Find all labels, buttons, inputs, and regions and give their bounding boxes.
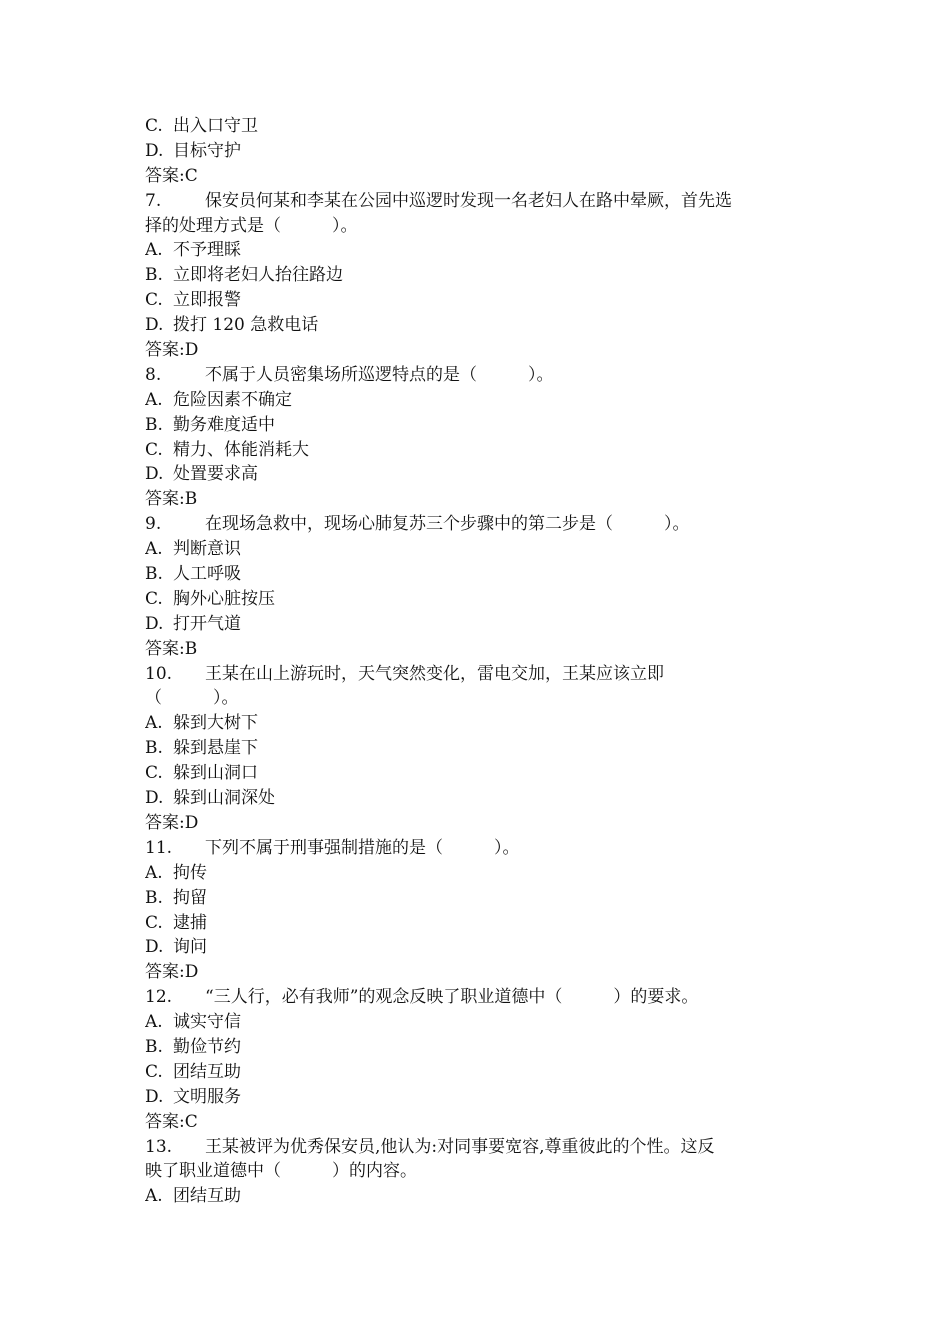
question-text: 保安员何某和李某在公园中巡逻时发现一名老妇人在路中晕厥，首先选 bbox=[205, 190, 732, 211]
option-text: 文明服务 bbox=[173, 1086, 241, 1107]
option-letter: D. bbox=[145, 1086, 164, 1107]
question-number: 9. bbox=[145, 514, 162, 535]
option-line bbox=[145, 238, 805, 263]
question-continuation-line bbox=[145, 1159, 805, 1184]
option-line bbox=[145, 736, 805, 761]
option-line bbox=[145, 438, 805, 463]
option-letter: C. bbox=[145, 116, 163, 136]
option-line bbox=[145, 288, 805, 313]
answer-text: 答案:C bbox=[145, 1111, 198, 1132]
answer-line bbox=[145, 960, 805, 985]
option-text: 拘留 bbox=[173, 887, 207, 908]
option-text: 拨打 120 急救电话 bbox=[173, 315, 319, 336]
question-text: 映了职业道德中（ ）的内容。 bbox=[145, 1161, 417, 1182]
question-continuation-line bbox=[145, 686, 805, 711]
question-line bbox=[145, 363, 805, 388]
option-letter: C. bbox=[145, 1061, 163, 1082]
option-line bbox=[145, 711, 805, 736]
answer-text: 答案:D bbox=[145, 812, 199, 833]
option-letter: B. bbox=[145, 887, 163, 908]
question-text: 下列不属于刑事强制措施的是（ ）。 bbox=[205, 837, 520, 858]
option-letter: C. bbox=[145, 588, 163, 609]
answer-text: 答案:C bbox=[145, 165, 198, 186]
option-text: 不予理睬 bbox=[173, 240, 241, 261]
option-text: 诚实守信 bbox=[173, 1012, 241, 1033]
option-text: 立即报警 bbox=[173, 290, 241, 311]
question-line bbox=[145, 512, 805, 537]
option-text: 团结互助 bbox=[173, 1186, 241, 1207]
answer-line bbox=[145, 338, 805, 363]
option-letter: D. bbox=[145, 937, 164, 958]
option-line bbox=[145, 911, 805, 936]
question-text: 不属于人员密集场所巡逻特点的是（ ）。 bbox=[205, 364, 554, 385]
question-continuation-line bbox=[145, 214, 805, 239]
option-letter: D. bbox=[145, 613, 164, 634]
option-text: 躲到悬崖下 bbox=[173, 738, 258, 759]
question-text: （ ）。 bbox=[145, 688, 239, 709]
option-letter: B. bbox=[145, 265, 163, 286]
question-number: 10. bbox=[145, 663, 173, 684]
option-letter: A. bbox=[145, 240, 163, 261]
question-text: “三人行，必有我师”的观念反映了职业道德中（ ）的要求。 bbox=[205, 987, 699, 1008]
answer-line bbox=[145, 164, 805, 189]
option-line bbox=[145, 562, 805, 587]
option-text: 胸外心脏按压 bbox=[173, 588, 275, 609]
option-line bbox=[145, 1060, 805, 1085]
option-letter: A. bbox=[145, 862, 163, 883]
document-page bbox=[145, 114, 805, 1209]
option-text: 躲到大树下 bbox=[173, 713, 258, 734]
option-text: 出入口守卫 bbox=[173, 116, 258, 136]
option-line bbox=[145, 861, 805, 886]
option-letter: A. bbox=[145, 539, 163, 560]
question-number: 13. bbox=[145, 1136, 173, 1157]
option-line bbox=[145, 263, 805, 288]
option-letter: C. bbox=[145, 912, 163, 933]
option-line bbox=[145, 537, 805, 562]
option-line bbox=[145, 761, 805, 786]
option-letter: D. bbox=[145, 788, 164, 809]
option-letter: B. bbox=[145, 414, 163, 435]
option-line bbox=[145, 388, 805, 413]
option-text: 躲到山洞深处 bbox=[173, 788, 275, 809]
option-line bbox=[145, 1184, 805, 1209]
answer-text: 答案:D bbox=[145, 962, 199, 983]
question-line bbox=[145, 985, 805, 1010]
option-line bbox=[145, 1010, 805, 1035]
question-number: 8. bbox=[145, 364, 162, 385]
option-line bbox=[145, 462, 805, 487]
answer-line bbox=[145, 811, 805, 836]
option-text: 勤俭节约 bbox=[173, 1036, 241, 1057]
option-letter: B. bbox=[145, 1036, 163, 1057]
answer-text: 答案:B bbox=[145, 489, 198, 510]
option-line bbox=[145, 413, 805, 438]
option-text: 拘传 bbox=[173, 862, 207, 883]
option-line bbox=[145, 935, 805, 960]
option-letter: C. bbox=[145, 290, 163, 311]
option-letter: A. bbox=[145, 713, 163, 734]
option-text: 询问 bbox=[173, 937, 207, 958]
answer-text: 答案:B bbox=[145, 638, 198, 659]
option-line bbox=[145, 1085, 805, 1110]
option-line bbox=[145, 612, 805, 637]
answer-text: 答案:D bbox=[145, 340, 199, 361]
question-line bbox=[145, 189, 805, 214]
option-letter: C. bbox=[145, 439, 163, 460]
option-text: 立即将老妇人抬往路边 bbox=[173, 265, 343, 286]
option-text: 精力、体能消耗大 bbox=[173, 439, 309, 460]
answer-line bbox=[145, 637, 805, 662]
option-text: 勤务难度适中 bbox=[173, 414, 275, 435]
option-letter: B. bbox=[145, 564, 163, 585]
option-line bbox=[145, 886, 805, 911]
option-text: 处置要求高 bbox=[173, 464, 258, 485]
question-line bbox=[145, 662, 805, 687]
answer-line bbox=[145, 487, 805, 512]
option-line bbox=[145, 114, 805, 139]
question-number: 11. bbox=[145, 837, 173, 858]
option-line bbox=[145, 786, 805, 811]
option-letter: A. bbox=[145, 1186, 163, 1207]
option-text: 目标守护 bbox=[173, 140, 241, 161]
option-text: 逮捕 bbox=[173, 912, 207, 933]
option-text: 团结互助 bbox=[173, 1061, 241, 1082]
option-letter: D. bbox=[145, 140, 164, 161]
option-text: 躲到山洞口 bbox=[173, 763, 258, 784]
option-letter: C. bbox=[145, 763, 163, 784]
question-number: 7. bbox=[145, 190, 162, 211]
option-letter: B. bbox=[145, 738, 163, 759]
option-text: 打开气道 bbox=[173, 613, 241, 634]
option-line bbox=[145, 139, 805, 164]
answer-line bbox=[145, 1110, 805, 1135]
question-text: 王某被评为优秀保安员,他认为:对同事要宽容,尊重彼此的个性。这反 bbox=[205, 1136, 715, 1157]
option-letter: D. bbox=[145, 464, 164, 485]
question-text: 择的处理方式是（ ）。 bbox=[145, 215, 358, 236]
question-line bbox=[145, 1135, 805, 1160]
option-text: 危险因素不确定 bbox=[173, 389, 292, 410]
question-text: 王某在山上游玩时，天气突然变化，雷电交加，王某应该立即 bbox=[205, 663, 664, 684]
question-text: 在现场急救中，现场心肺复苏三个步骤中的第二步是（ ）。 bbox=[205, 514, 690, 535]
question-number: 12. bbox=[145, 987, 173, 1008]
option-line bbox=[145, 587, 805, 612]
option-text: 人工呼吸 bbox=[173, 564, 241, 585]
question-line bbox=[145, 836, 805, 861]
option-letter: A. bbox=[145, 389, 163, 410]
option-letter: A. bbox=[145, 1012, 163, 1033]
option-text: 判断意识 bbox=[173, 539, 241, 560]
option-line bbox=[145, 1035, 805, 1060]
option-line bbox=[145, 313, 805, 338]
option-letter: D. bbox=[145, 315, 164, 336]
